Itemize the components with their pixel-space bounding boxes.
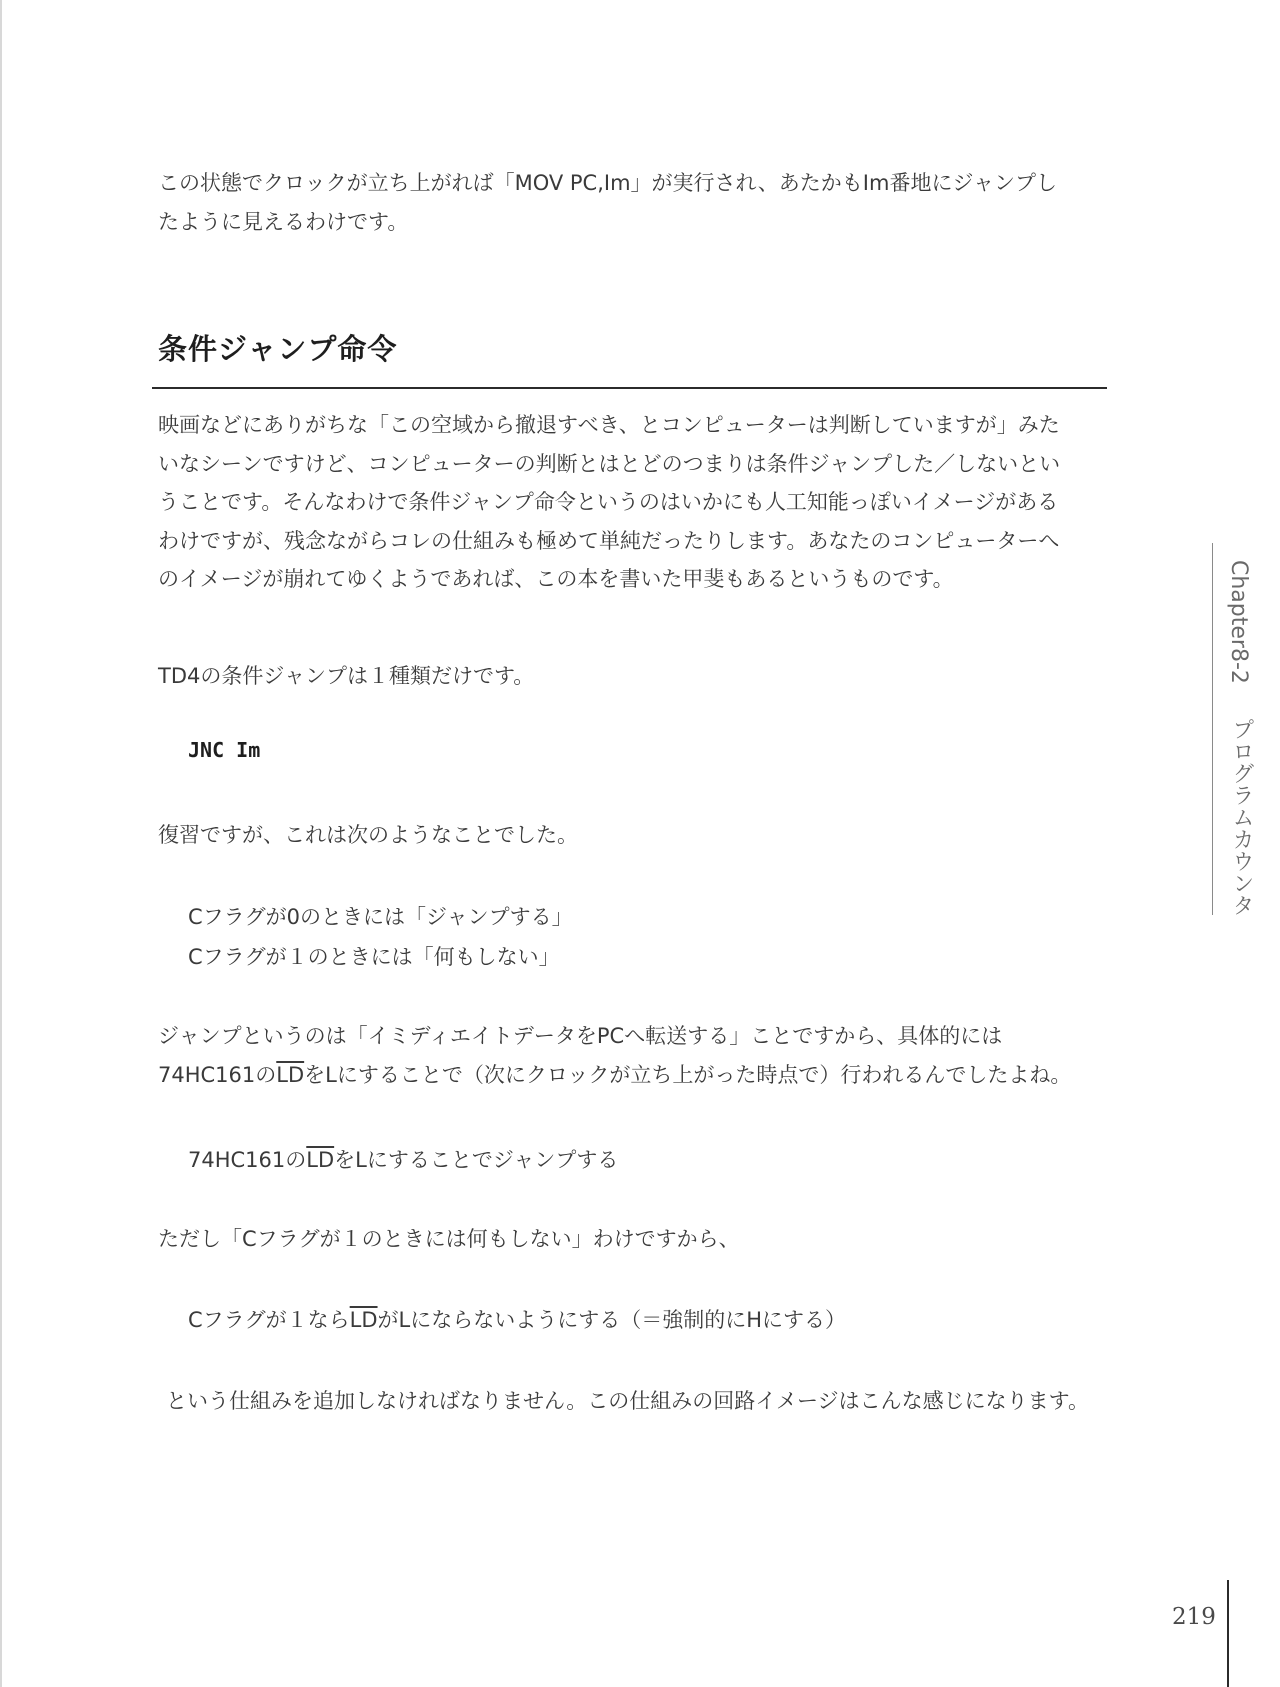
jump-paragraph bbox=[158, 1017, 1108, 1094]
ld-signal: $\overline{LD}$ bbox=[349, 1308, 378, 1332]
code-jnc-im: JNC Im bbox=[188, 738, 261, 762]
page-number-rule bbox=[1227, 1580, 1229, 1687]
sidebar-rule-top bbox=[1212, 543, 1213, 715]
heading-rule bbox=[152, 387, 1107, 389]
section-heading: 条件ジャンプ命令 bbox=[158, 332, 398, 366]
cflag-rule-line: Cフラグが１なら$\overline{LD}$がLにならないようにする（＝強制的にHにする） bbox=[188, 1308, 847, 1332]
jump-line-1: ジャンプというのは「イミディエイトデータをPCへ転送する」ことですから、具体的には bbox=[158, 1024, 1003, 1048]
ld-signal: $\overline{LD}$ bbox=[306, 1148, 335, 1172]
page-number: 219 bbox=[1172, 1604, 1216, 1630]
closing-line: という仕組みを追加しなければなりません。この仕組みの回路イメージはこんな感じになります。 bbox=[166, 1389, 1089, 1413]
sidebar-rule-bottom bbox=[1212, 700, 1213, 915]
paragraph-line: うことです。そんなわけで条件ジャンプ命令というのはいかにも人工知能っぽいイメージがある bbox=[158, 490, 1059, 514]
paragraph-line: いなシーンですけど、コンピューターの判断とはとどのつまりは条件ジャンプした／しないとい bbox=[158, 451, 1061, 476]
intro-line: たように見えるわけです。 bbox=[158, 209, 409, 234]
condition-line-0: Cフラグが0のときには「ジャンプする」 bbox=[188, 905, 573, 929]
page-edge bbox=[0, 0, 2, 1687]
td4-line: TD4の条件ジャンプは１種類だけです。 bbox=[158, 664, 535, 688]
paragraph-line: 映画などにありがちな「この空域から撤退すべき、とコンピューターは判断していますが」みた bbox=[158, 413, 1060, 437]
review-line: 復習ですが、これは次のようなことでした。 bbox=[158, 823, 578, 847]
jump-line-2: 74HC161の$\overline{LD}$をLにすることで（次にクロックが立ち上がった時点で）行われるんでしたよね。 bbox=[158, 1062, 1072, 1087]
paragraph-line: のイメージが崩れてゆくようであれば、この本を書いた甲斐もあるというものです。 bbox=[158, 567, 954, 591]
paragraph-line: わけですが、残念ながらコレの仕組みも極めて単純だったりします。あなたのコンピューターへ bbox=[158, 528, 1060, 553]
however-line: ただし「Cフラグが１のときには何もしない」わけですから、 bbox=[158, 1227, 740, 1251]
intro-paragraph bbox=[158, 164, 1108, 241]
condition-line-1: Cフラグが１のときには「何もしない」 bbox=[188, 945, 560, 969]
chapter-title: プログラムカウンタ bbox=[1229, 718, 1254, 916]
paragraph-1 bbox=[158, 406, 1108, 599]
intro-line: この状態でクロックが立ち上がれば「MOV PC,Im」が実行され、あたかもIm番地にジャンプし bbox=[158, 171, 1058, 195]
ld-signal: $\overline{LD}$ bbox=[276, 1062, 305, 1087]
ld-rule-line: 74HC161の$\overline{LD}$をLにすることでジャンプする bbox=[188, 1148, 619, 1172]
chapter-label: Chapter8-2 bbox=[1226, 560, 1251, 684]
